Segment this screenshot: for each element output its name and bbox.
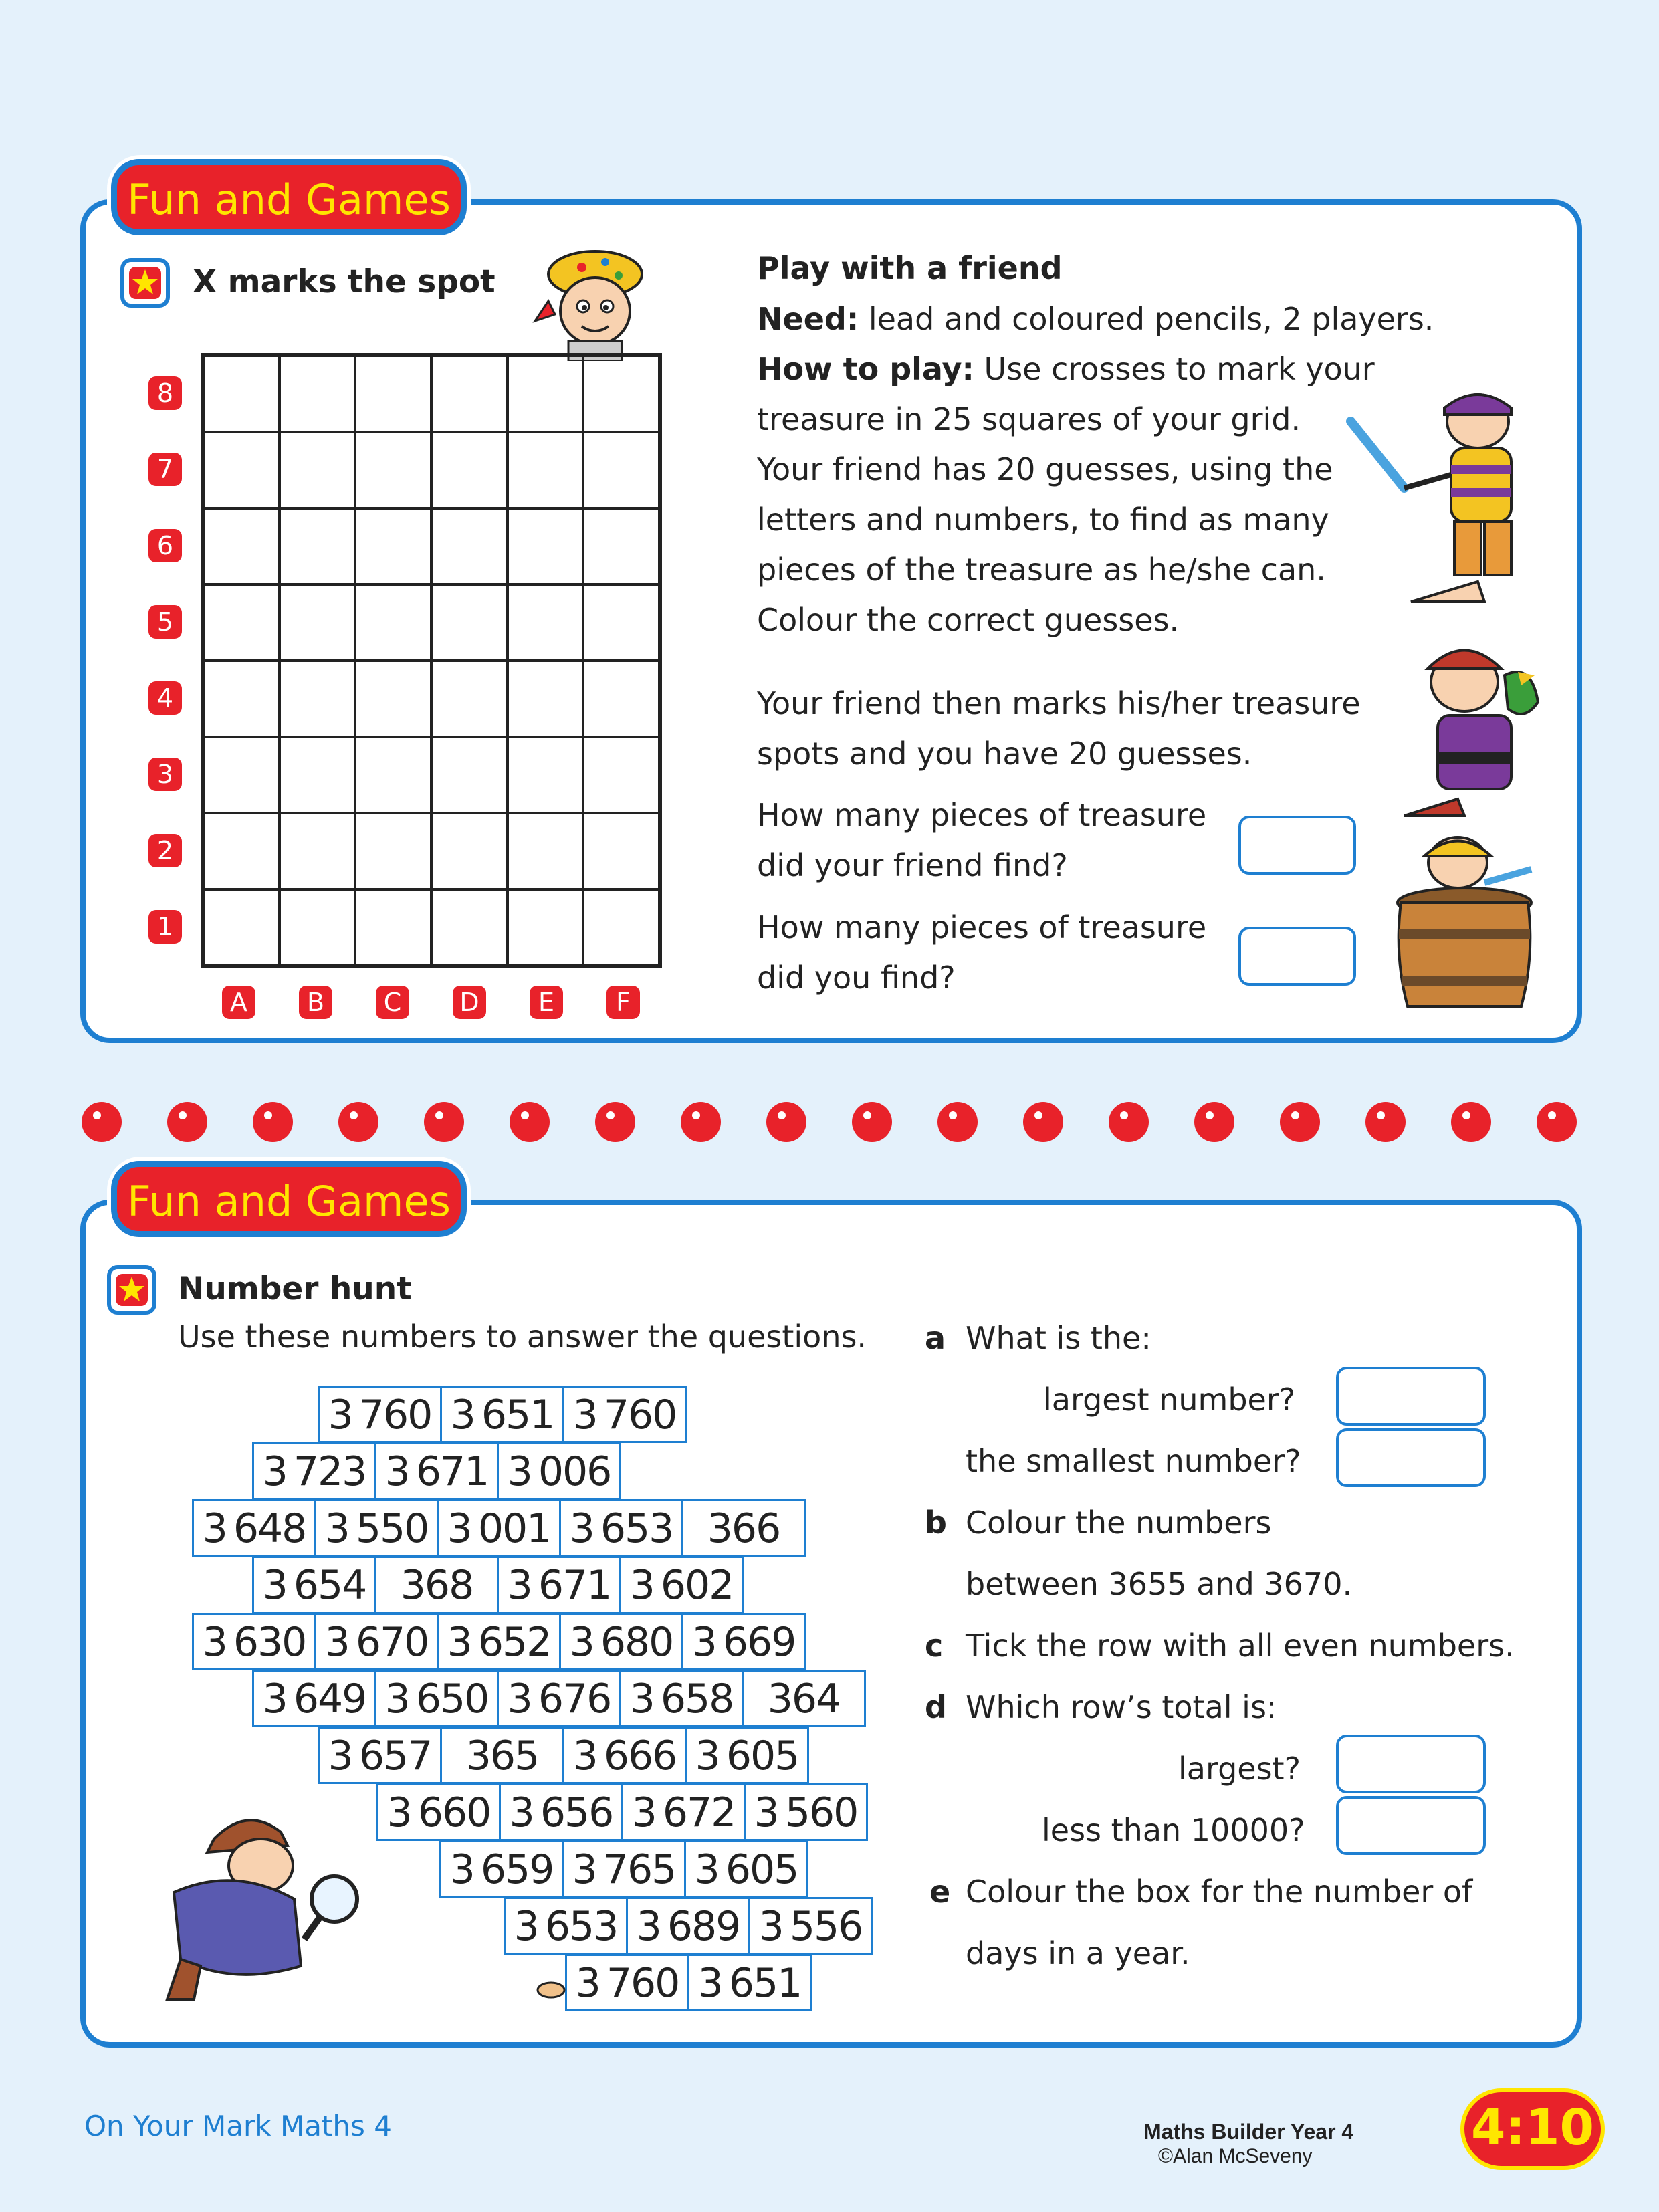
question-letter: b [925, 1505, 947, 1541]
divider-dot [595, 1102, 635, 1142]
number-box[interactable]: 3 723 [252, 1442, 376, 1500]
question-e-text: Colour the box for the number of [966, 1874, 1473, 1910]
grid-cell[interactable] [431, 508, 508, 584]
grid-column-label: E [530, 986, 563, 1019]
number-row[interactable] [254, 1670, 866, 1727]
divider-dot [1194, 1102, 1234, 1142]
number-box[interactable]: 3 671 [497, 1556, 621, 1614]
largest-number-answer-box[interactable] [1336, 1367, 1486, 1426]
question-line: How many pieces of treasure [757, 909, 1207, 946]
grid-row-label: 8 [148, 376, 182, 410]
question-line: did you find? [757, 960, 956, 996]
question-line: How many pieces of treasure [757, 797, 1207, 833]
question-line: did your friend find? [757, 847, 1068, 883]
grid-cell[interactable] [508, 508, 584, 584]
divider-dot [1280, 1102, 1320, 1142]
divider-dot [766, 1102, 806, 1142]
grid-cell[interactable] [431, 584, 508, 661]
number-box[interactable]: 3 630 [192, 1613, 316, 1670]
grid-cell[interactable] [355, 584, 431, 661]
divider-dot [1451, 1102, 1491, 1142]
divider-dot [510, 1102, 550, 1142]
instruction-line: Your friend has 20 guesses, using the [757, 451, 1333, 487]
number-row[interactable] [441, 1840, 808, 1898]
number-box[interactable]: 3 605 [684, 1840, 808, 1898]
grid-cell[interactable] [431, 737, 508, 813]
grid-cell[interactable] [280, 737, 356, 813]
grid-cell[interactable] [280, 661, 356, 737]
grid-column-label: C [376, 986, 409, 1019]
instruction-line: spots and you have 20 guesses. [757, 736, 1252, 772]
grid-cell[interactable] [508, 737, 584, 813]
grid-cell[interactable] [583, 432, 659, 508]
instruction-line: treasure in 25 squares of your grid. [757, 401, 1301, 437]
how-line [757, 351, 1375, 387]
number-box[interactable]: 3 760 [562, 1386, 687, 1443]
number-box[interactable]: 3 651 [440, 1386, 564, 1443]
number-row[interactable] [194, 1499, 806, 1557]
number-box[interactable]: 3 760 [318, 1386, 442, 1443]
grid-cell[interactable] [203, 356, 280, 432]
grid-cell[interactable] [280, 889, 356, 966]
page-number-badge: 4:10 [1460, 2088, 1605, 2170]
number-box[interactable]: 3 560 [744, 1783, 868, 1841]
number-row[interactable] [320, 1386, 687, 1443]
number-box[interactable]: 3 680 [559, 1613, 683, 1670]
book-title: Maths Builder Year 4 [1143, 2120, 1354, 2144]
divider-dot [937, 1102, 978, 1142]
divider-dot [1537, 1102, 1577, 1142]
grid-cell[interactable] [583, 584, 659, 661]
number-box[interactable]: 365 [440, 1727, 564, 1784]
grid-cell[interactable] [355, 356, 431, 432]
number-row[interactable] [567, 1954, 812, 2011]
number-box[interactable]: 3 653 [504, 1897, 628, 1955]
divider-dot [424, 1102, 464, 1142]
grid-row-label: 5 [148, 605, 182, 639]
grid-cell[interactable] [355, 661, 431, 737]
grid-column-label: A [222, 986, 255, 1019]
grid-cell[interactable] [583, 889, 659, 966]
question-d-text: Which row’s total is: [966, 1689, 1277, 1725]
need-text: lead and coloured pencils, 2 players. [868, 301, 1434, 337]
number-box[interactable]: 3 670 [314, 1613, 439, 1670]
smallest-number-answer-box[interactable] [1336, 1428, 1486, 1487]
grid-cell[interactable] [508, 432, 584, 508]
question-letter: c [925, 1628, 944, 1664]
grid-cell[interactable] [280, 813, 356, 889]
instruction-line: Colour the correct guesses. [757, 602, 1180, 638]
grid-cell[interactable] [355, 889, 431, 966]
number-box[interactable]: 3 760 [565, 1954, 689, 2011]
grid-cell[interactable] [203, 432, 280, 508]
grid-cell[interactable] [431, 661, 508, 737]
grid-cell[interactable] [583, 661, 659, 737]
question-d-less: less than 10000? [1042, 1812, 1305, 1848]
question-a-smallest: the smallest number? [966, 1443, 1301, 1479]
number-box[interactable]: 3 669 [681, 1613, 806, 1670]
number-box[interactable]: 3 765 [562, 1840, 686, 1898]
divider-dot [338, 1102, 378, 1142]
divider-dot [1023, 1102, 1063, 1142]
number-box[interactable]: 3 671 [374, 1442, 499, 1500]
grid-cell[interactable] [583, 356, 659, 432]
grid-cell[interactable] [203, 813, 280, 889]
number-box[interactable]: 3 648 [192, 1499, 316, 1557]
grid-cell[interactable] [203, 584, 280, 661]
grid-cell[interactable] [203, 508, 280, 584]
grid-cell[interactable] [431, 889, 508, 966]
number-box[interactable]: 3 672 [621, 1783, 746, 1841]
divider-dot [82, 1102, 122, 1142]
question-d-largest: largest? [1178, 1751, 1301, 1787]
question-letter: a [925, 1320, 946, 1356]
number-box[interactable]: 3 676 [497, 1670, 621, 1727]
grid-row-label: 3 [148, 758, 182, 791]
grid-cell[interactable] [508, 356, 584, 432]
number-box[interactable]: 3 605 [685, 1727, 809, 1784]
grid-cell[interactable] [355, 432, 431, 508]
number-box[interactable]: 3 550 [314, 1499, 439, 1557]
number-box[interactable]: 3 666 [562, 1727, 687, 1784]
number-box[interactable]: 3 602 [619, 1556, 744, 1614]
question-e-text: days in a year. [966, 1935, 1190, 1971]
number-box[interactable]: 3 006 [497, 1442, 621, 1500]
grid-cell[interactable] [508, 889, 584, 966]
number-row[interactable] [320, 1727, 809, 1784]
number-row[interactable] [254, 1442, 621, 1500]
grid-row-label: 7 [148, 453, 182, 486]
how-text: Use crosses to mark your [984, 351, 1375, 387]
grid-cell[interactable] [203, 737, 280, 813]
divider-dot [167, 1102, 207, 1142]
number-box[interactable]: 364 [742, 1670, 866, 1727]
largest-row-answer-box[interactable] [1336, 1735, 1486, 1793]
treasure-grid[interactable] [201, 353, 662, 968]
grid-cell[interactable] [508, 661, 584, 737]
grid-row-label: 4 [148, 681, 182, 715]
intro-text: Use these numbers to answer the questions. [178, 1319, 867, 1355]
number-box[interactable]: 366 [681, 1499, 806, 1557]
pirate-girl-illustration [528, 247, 662, 361]
number-box[interactable]: 3 001 [437, 1499, 561, 1557]
need-line [757, 301, 1434, 337]
grid-cell[interactable] [280, 584, 356, 661]
pirate-with-sword-illustration [1344, 381, 1545, 615]
grid-cell[interactable] [280, 356, 356, 432]
star-icon [107, 1265, 156, 1315]
grid-cell[interactable] [583, 737, 659, 813]
pirate-in-barrel-illustration [1384, 829, 1551, 1016]
number-row[interactable] [506, 1897, 873, 1955]
number-box[interactable]: 3 660 [376, 1783, 501, 1841]
star-icon [120, 258, 170, 308]
you-found-answer-box[interactable] [1238, 927, 1356, 986]
series-title: On Your Mark Maths 4 [84, 2110, 392, 2142]
number-box[interactable]: 3 659 [439, 1840, 564, 1898]
grid-cell[interactable] [583, 508, 659, 584]
how-label: How to play: [757, 351, 974, 387]
grid-column-label: F [606, 986, 640, 1019]
instruction-line: letters and numbers, to find as many [757, 502, 1329, 538]
copyright: ©Alan McSeveny [1158, 2145, 1313, 2167]
grid-row-label: 2 [148, 834, 182, 867]
question-letter: e [929, 1874, 951, 1910]
instruction-line: Your friend then marks his/her treasure [757, 685, 1361, 722]
number-box[interactable]: 3 656 [499, 1783, 623, 1841]
divider-dot [1109, 1102, 1149, 1142]
play-with-heading: Play with a friend [757, 250, 1063, 286]
question-c-text: Tick the row with all even numbers. [966, 1628, 1515, 1664]
grid-column-label: B [299, 986, 332, 1019]
grid-cell[interactable] [583, 813, 659, 889]
question-a-text: What is the: [966, 1320, 1151, 1356]
grid-cell[interactable] [431, 432, 508, 508]
grid-cell[interactable] [431, 813, 508, 889]
grid-column-label: D [453, 986, 486, 1019]
grid-cell[interactable] [508, 584, 584, 661]
need-label: Need: [757, 301, 859, 337]
divider-dot [852, 1102, 892, 1142]
grid-cell[interactable] [203, 661, 280, 737]
number-row[interactable] [378, 1783, 868, 1841]
grid-row-label: 1 [148, 910, 182, 944]
grid-cell[interactable] [355, 813, 431, 889]
grid-cell[interactable] [203, 889, 280, 966]
grid-cell[interactable] [355, 508, 431, 584]
pirate-with-parrot-illustration [1391, 635, 1551, 822]
question-b-text: between 3655 and 3670. [966, 1566, 1353, 1602]
number-row[interactable] [254, 1556, 744, 1614]
number-box[interactable]: 3 658 [619, 1670, 744, 1727]
number-box[interactable]: 3 556 [748, 1897, 873, 1955]
divider-dot [253, 1102, 293, 1142]
detective-with-magnifier-illustration [154, 1792, 381, 2006]
grid-cell[interactable] [508, 813, 584, 889]
number-box[interactable]: 3 689 [626, 1897, 750, 1955]
question-a-largest: largest number? [1043, 1381, 1296, 1418]
number-row[interactable] [194, 1613, 806, 1670]
grid-cell[interactable] [280, 432, 356, 508]
number-box[interactable]: 368 [374, 1556, 499, 1614]
number-box[interactable]: 3 654 [252, 1556, 376, 1614]
bottom-section-tab: Fun and Games [111, 1161, 467, 1237]
grid-cell[interactable] [431, 356, 508, 432]
question-b-text: Colour the numbers [966, 1505, 1272, 1541]
number-box[interactable]: 3 652 [437, 1613, 561, 1670]
divider-dot [681, 1102, 721, 1142]
question-letter: d [925, 1689, 947, 1725]
friend-found-answer-box[interactable] [1238, 816, 1356, 875]
grid-cell[interactable] [280, 508, 356, 584]
instruction-line: pieces of the treasure as he/she can. [757, 552, 1326, 588]
divider-dot [1365, 1102, 1406, 1142]
row-less-than-answer-box[interactable] [1336, 1796, 1486, 1855]
grid-cell[interactable] [355, 737, 431, 813]
number-box[interactable]: 3 651 [687, 1954, 812, 2011]
activity-title: X marks the spot [193, 263, 495, 300]
number-box[interactable]: 3 649 [252, 1670, 376, 1727]
top-section-tab: Fun and Games [111, 159, 467, 235]
number-box[interactable]: 3 650 [374, 1670, 499, 1727]
number-box[interactable]: 3 653 [559, 1499, 683, 1557]
footprint-icon [535, 1977, 566, 1999]
activity-title: Number hunt [178, 1270, 412, 1307]
grid-row-label: 6 [148, 529, 182, 562]
number-box[interactable]: 3 657 [318, 1727, 442, 1784]
